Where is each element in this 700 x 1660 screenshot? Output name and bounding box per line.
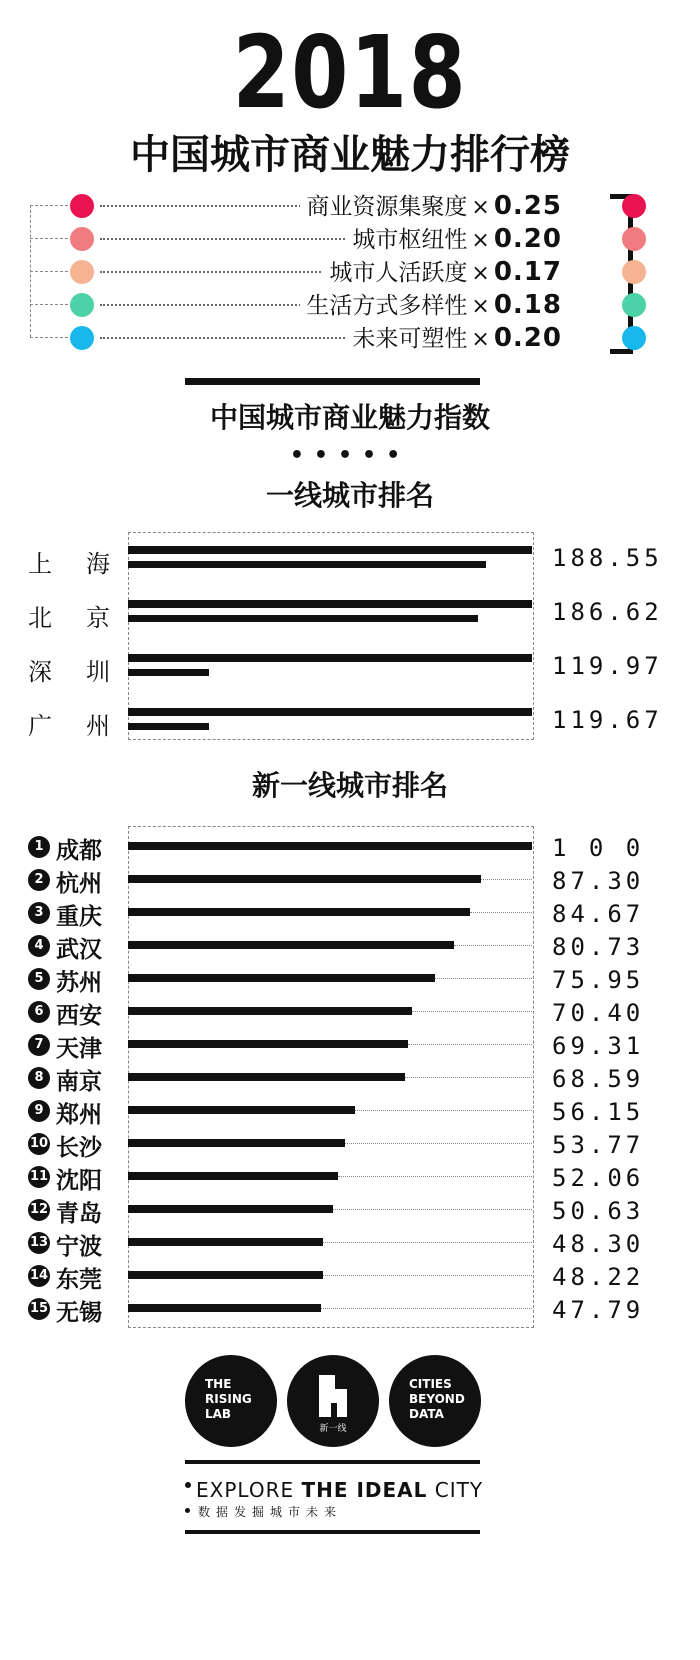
page-title: 中国城市商业魅力排行榜 — [130, 132, 570, 178]
bar-top — [128, 600, 532, 608]
city-char: 上 — [28, 550, 52, 578]
value-label: 48.22 — [552, 1263, 645, 1291]
value-label: 56.15 — [552, 1098, 645, 1126]
bar-leader — [321, 1308, 532, 1309]
rank-badge: 4 — [28, 935, 50, 957]
city-label: 重庆 — [56, 904, 102, 930]
city-char: 深 — [28, 658, 52, 686]
value-label: 50.63 — [552, 1197, 645, 1225]
value-label: 119.67 — [552, 706, 663, 734]
value-label: 188.55 — [552, 544, 663, 572]
bar — [128, 1304, 321, 1312]
tagline-dot — [185, 1508, 190, 1513]
value-label: 1 0 0 — [552, 834, 645, 862]
bar-bottom — [128, 669, 209, 676]
city-label — [28, 598, 110, 633]
bar-top — [128, 708, 532, 716]
factor-weight: 0.20 — [493, 323, 562, 353]
rank-badge: 8 — [28, 1067, 50, 1089]
city-label: 东莞 — [56, 1267, 102, 1293]
bar-leader — [470, 912, 532, 913]
bar-leader — [333, 1209, 532, 1210]
bar-leader — [338, 1176, 532, 1177]
bar-leader — [405, 1077, 532, 1078]
factor-name: 城市人活跃度 — [329, 260, 468, 286]
factor-dot-left — [70, 293, 94, 317]
rank-badge: 3 — [28, 902, 50, 924]
city-char: 京 — [86, 604, 110, 632]
factor-dot-right — [622, 194, 646, 218]
rank-badge: 11 — [28, 1166, 50, 1188]
value-label: 84.67 — [552, 900, 645, 928]
factor-dot-right — [622, 227, 646, 251]
city-label: 苏州 — [56, 970, 102, 996]
city-char: 北 — [28, 604, 52, 632]
value-label: 119.97 — [552, 652, 663, 680]
dots-divider: ••••• — [289, 443, 411, 468]
value-label: 53.77 — [552, 1131, 645, 1159]
factor-dot-right — [622, 293, 646, 317]
bar — [128, 842, 532, 850]
factor-dot-left — [70, 194, 94, 218]
city-label: 杭州 — [56, 871, 102, 897]
factor-dot-left — [70, 326, 94, 350]
cities-beyond-data-logo: CITIES BEYOND DATA — [389, 1355, 481, 1447]
bar-leader — [355, 1110, 532, 1111]
value-label: 69.31 — [552, 1032, 645, 1060]
factor-times: × — [471, 195, 490, 220]
bar-top — [128, 546, 532, 554]
city-label: 长沙 — [56, 1135, 102, 1161]
value-label: 52.06 — [552, 1164, 645, 1192]
footer-bottom-bar — [185, 1530, 480, 1534]
city-label: 无锡 — [56, 1300, 102, 1326]
rank-badge: 12 — [28, 1199, 50, 1221]
new-tier1-logo: 新一线 — [287, 1355, 379, 1447]
city-label: 沈阳 — [56, 1168, 102, 1194]
value-label: 75.95 — [552, 966, 645, 994]
factor-label — [346, 320, 562, 358]
bar-leader — [323, 1242, 532, 1243]
bar — [128, 1007, 412, 1015]
factor-times: × — [471, 228, 490, 253]
factor-dot-left — [70, 260, 94, 284]
new-tier1-title: 新一线城市排名 — [251, 769, 448, 802]
rank-badge: 13 — [28, 1232, 50, 1254]
tagline: 数据发掘城市未来 — [198, 1505, 343, 1519]
bar-bottom — [128, 723, 209, 730]
rank-badge: 14 — [28, 1265, 50, 1287]
bar — [128, 941, 454, 949]
city-label: 宁波 — [56, 1234, 102, 1260]
rank-badge: 15 — [28, 1298, 50, 1320]
city-label — [28, 652, 110, 687]
factor-dot-right — [622, 260, 646, 284]
factor-times: × — [471, 261, 490, 286]
factor-name: 生活方式多样性 — [306, 293, 468, 319]
bar — [128, 1271, 323, 1279]
rank-badge: 5 — [28, 968, 50, 990]
separator-bar — [185, 378, 480, 385]
bar-leader — [408, 1044, 532, 1045]
factor-dot-left — [70, 227, 94, 251]
city-char: 海 — [86, 550, 110, 578]
rising-lab-logo: THE RISING LAB — [185, 1355, 277, 1447]
factor-row — [30, 221, 670, 255]
explore-slogan: EXPLORE THE IDEAL CITY — [196, 1478, 484, 1502]
bar-leader — [323, 1275, 532, 1276]
factor-name: 未来可塑性 — [352, 326, 468, 352]
rank-badge: 1 — [28, 836, 50, 858]
bar — [128, 1106, 355, 1114]
city-label: 青岛 — [56, 1201, 102, 1227]
bar — [128, 1205, 333, 1213]
rank-badge: 7 — [28, 1034, 50, 1056]
bar-top — [128, 654, 532, 662]
value-label: 87.30 — [552, 867, 645, 895]
bar — [128, 1073, 405, 1081]
factor-weight: 0.18 — [493, 290, 562, 320]
factor-name: 商业资源集聚度 — [306, 194, 468, 220]
bar — [128, 1040, 408, 1048]
bar — [128, 875, 481, 883]
bar — [128, 1238, 323, 1246]
factor-row — [30, 254, 670, 288]
city-char: 广 — [28, 712, 52, 740]
value-label: 80.73 — [552, 933, 645, 961]
index-title: 中国城市商业魅力指数 — [209, 401, 490, 434]
city-label: 郑州 — [56, 1102, 102, 1128]
rank-badge: 2 — [28, 869, 50, 891]
bar-bottom — [128, 615, 478, 622]
city-label — [28, 544, 110, 579]
footer-separator — [185, 1460, 480, 1464]
city-label: 成都 — [56, 838, 102, 864]
factor-row — [30, 320, 670, 354]
rank-badge: 9 — [28, 1100, 50, 1122]
city-label — [28, 706, 110, 741]
bar — [128, 1172, 338, 1180]
footer-dot — [185, 1482, 191, 1488]
factor-weight: 0.20 — [493, 224, 562, 254]
factor-dot-right — [622, 326, 646, 350]
bar — [128, 908, 470, 916]
value-label: 47.79 — [552, 1296, 645, 1324]
value-label: 70.40 — [552, 999, 645, 1027]
value-label: 48.30 — [552, 1230, 645, 1258]
factor-times: × — [471, 327, 490, 352]
bar-leader — [481, 879, 532, 880]
factor-weight: 0.17 — [493, 257, 562, 287]
rank-badge: 6 — [28, 1001, 50, 1023]
bar — [128, 1139, 345, 1147]
city-label: 天津 — [56, 1036, 102, 1062]
city-char: 州 — [86, 712, 110, 740]
factor-row — [30, 188, 670, 222]
bar-leader — [435, 978, 532, 979]
value-label: 68.59 — [552, 1065, 645, 1093]
city-label: 西安 — [56, 1003, 102, 1029]
bar — [128, 974, 435, 982]
bar-leader — [345, 1143, 532, 1144]
bar-leader — [454, 945, 532, 946]
year-title: 2018 — [232, 14, 468, 131]
factor-name: 城市枢纽性 — [352, 227, 468, 253]
value-label: 186.62 — [552, 598, 663, 626]
bar-leader — [412, 1011, 532, 1012]
city-label: 武汉 — [56, 937, 102, 963]
tier1-title: 一线城市排名 — [265, 479, 434, 512]
rank-badge: 10 — [28, 1133, 50, 1155]
factor-weight: 0.25 — [493, 191, 562, 221]
factor-row — [30, 287, 670, 321]
bar-bottom — [128, 561, 486, 568]
city-label: 南京 — [56, 1069, 102, 1095]
city-char: 圳 — [86, 658, 110, 686]
factor-times: × — [471, 294, 490, 319]
